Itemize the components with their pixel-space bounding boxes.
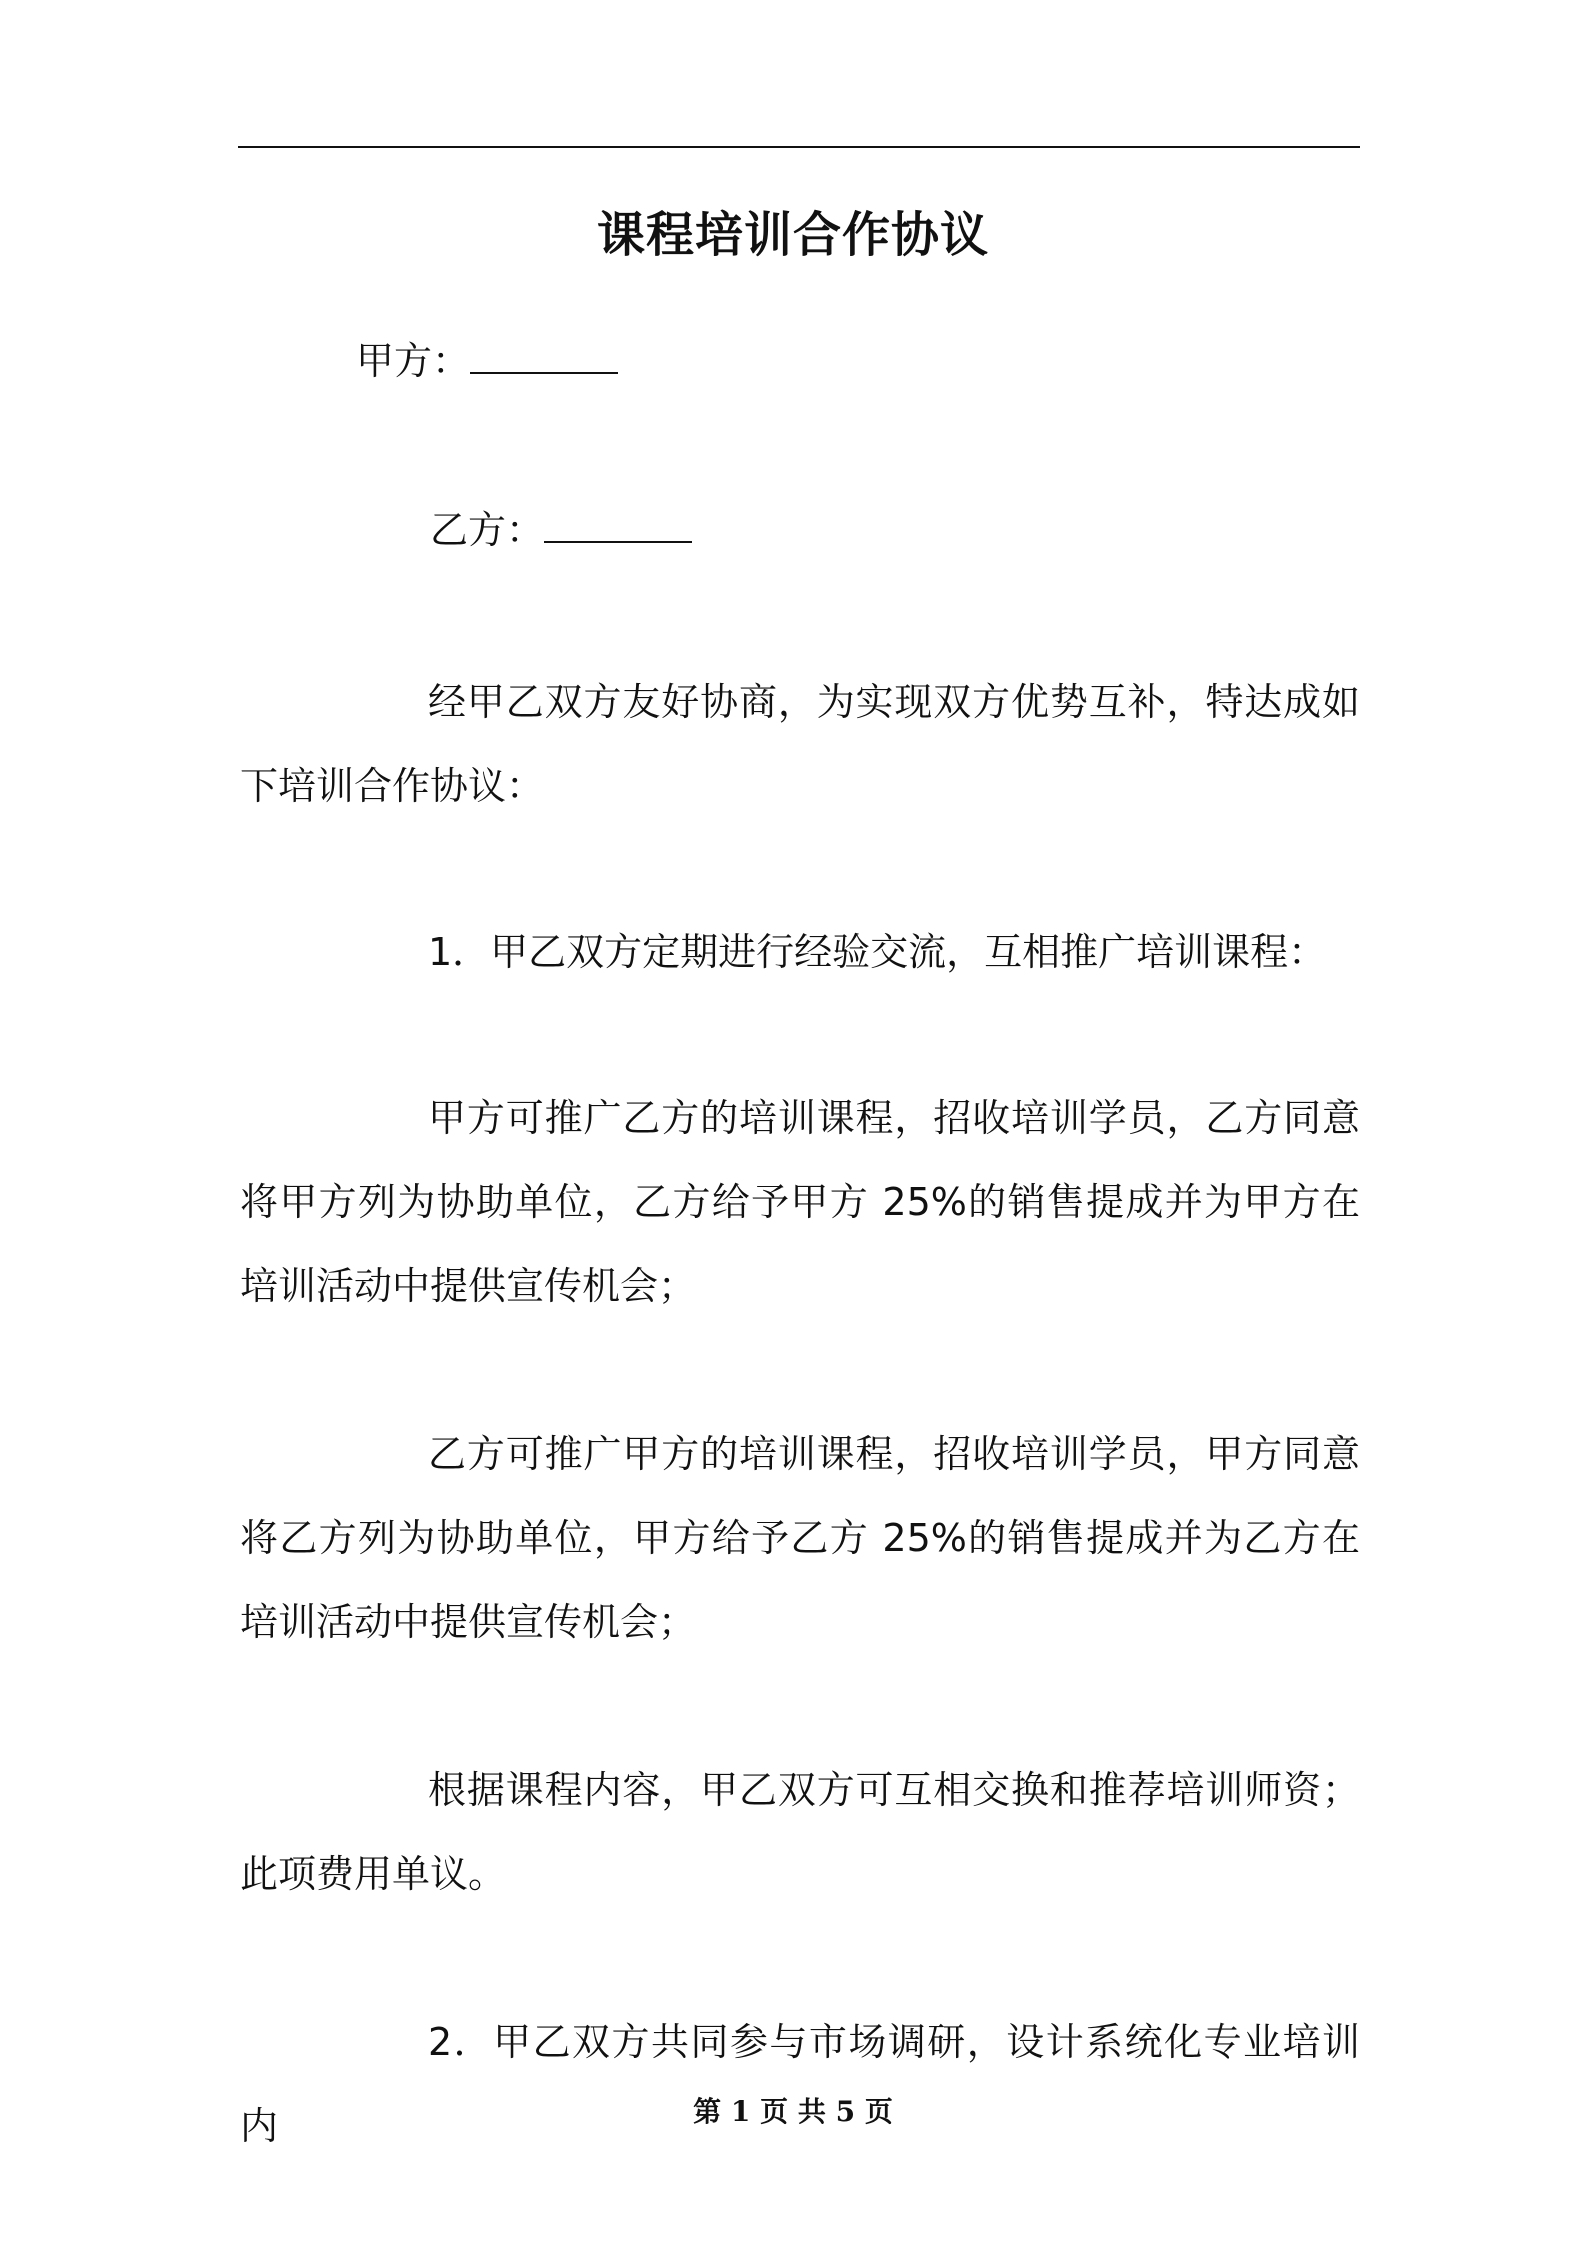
paragraph-instructor-exchange: 根据课程内容，甲乙双方可互相交换和推荐培训师资；此项费用单议。: [240, 1768, 1360, 1896]
paragraph-clause-2: 2．甲乙双方共同参与市场调研，设计系统化专业培训内: [240, 2020, 1360, 2148]
paragraph-clause-1: 1．甲乙双方定期进行经验交流，互相推广培训课程：: [428, 930, 1327, 974]
party-b-label: 乙方：: [430, 508, 545, 552]
party-a-line: [356, 336, 618, 386]
party-a-label: 甲方：: [356, 339, 471, 383]
header-rule: [238, 146, 1360, 148]
paragraph-intro: 经甲乙双方友好协商，为实现双方优势互补，特达成如下培训合作协议：: [240, 680, 1360, 808]
paragraph-party-b-promotion: 乙方可推广甲方的培训课程，招收培训学员，甲方同意将乙方列为协助单位，甲方给予乙方 25%的销售提成并为乙方在培训活动中提供宣传机会；: [240, 1432, 1360, 1644]
party-b-line: [430, 505, 692, 555]
party-a-blank[interactable]: [470, 336, 618, 374]
party-b-blank[interactable]: [544, 505, 692, 543]
paragraph-party-a-promotion: 甲方可推广乙方的培训课程，招收培训学员，乙方同意将甲方列为协助单位，乙方给予甲方 25%的销售提成并为甲方在培训活动中提供宣传机会；: [240, 1096, 1360, 1308]
page-number-footer: 第 1 页 共 5 页: [693, 2095, 893, 2128]
document-title: 课程培训合作协议: [596, 207, 989, 263]
